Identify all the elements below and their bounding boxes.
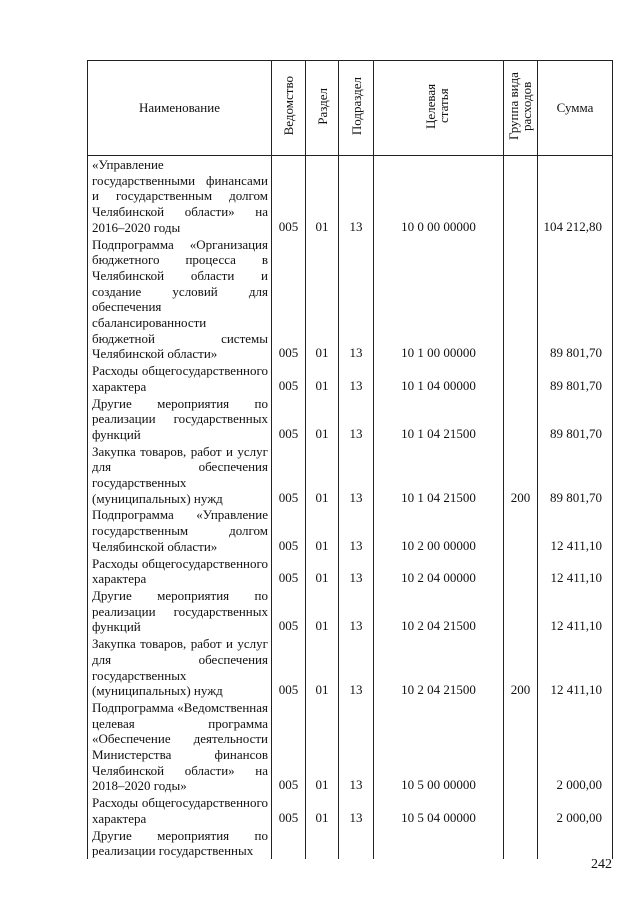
- row-razdel: 01: [306, 587, 339, 635]
- row-summa: [538, 827, 613, 859]
- budget-table: [87, 60, 613, 859]
- row-summa: 89 801,70: [538, 443, 613, 507]
- row-podrazdel: 13: [339, 395, 374, 443]
- row-celevaya: 10 1 04 21500: [374, 395, 504, 443]
- header-vedomstvo: Ведомство: [272, 61, 306, 156]
- row-summa: 89 801,70: [538, 395, 613, 443]
- row-podrazdel: [339, 827, 374, 859]
- header-summa: Сумма: [538, 61, 613, 156]
- row-name: Закупка товаров, работ и услуг для обеспечения государственных (муниципальных) нужд: [88, 635, 272, 699]
- row-celevaya: 10 5 00 00000: [374, 699, 504, 794]
- header-name: Наименование: [88, 61, 272, 156]
- row-razdel: 01: [306, 156, 339, 236]
- table-row: [88, 699, 613, 794]
- row-celevaya: 10 0 00 00000: [374, 156, 504, 236]
- table-row: [88, 156, 613, 236]
- table-row: [88, 827, 613, 859]
- row-summa: 104 212,80: [538, 156, 613, 236]
- table-header-row: [88, 61, 613, 156]
- row-celevaya: 10 1 04 00000: [374, 362, 504, 394]
- row-name: «Управление государственными финансами и государственным долгом Челябинской области» на 2016–2020 годы: [88, 156, 272, 236]
- row-podrazdel: 13: [339, 587, 374, 635]
- row-name: Закупка товаров, работ и услуг для обеспечения государственных (муниципальных) нужд: [88, 443, 272, 507]
- header-razdel: Раздел: [306, 61, 339, 156]
- row-razdel: 01: [306, 236, 339, 363]
- row-gruppa: 200: [504, 635, 538, 699]
- row-gruppa: [504, 827, 538, 859]
- row-name: Расходы общегосударственного характера: [88, 362, 272, 394]
- row-name: Подпрограмма «Ведомственная целевая программа «Обеспечение деятельности Министерства финансов Челябинской области» на 2018–2020 годы»: [88, 699, 272, 794]
- row-gruppa: 200: [504, 443, 538, 507]
- row-summa: 12 411,10: [538, 506, 613, 554]
- row-razdel: 01: [306, 555, 339, 587]
- table-row: [88, 236, 613, 363]
- table-row: [88, 395, 613, 443]
- table-row: [88, 506, 613, 554]
- row-podrazdel: 13: [339, 635, 374, 699]
- header-gruppa: Группа вида расходов: [504, 61, 538, 156]
- row-vedomstvo: 005: [272, 236, 306, 363]
- row-podrazdel: 13: [339, 555, 374, 587]
- row-podrazdel: 13: [339, 156, 374, 236]
- row-vedomstvo: 005: [272, 506, 306, 554]
- row-celevaya: 10 5 04 00000: [374, 794, 504, 826]
- table-row: [88, 587, 613, 635]
- row-name: Другие мероприятия по реализации государственных: [88, 827, 272, 859]
- row-celevaya: 10 1 00 00000: [374, 236, 504, 363]
- row-gruppa: [504, 555, 538, 587]
- row-podrazdel: 13: [339, 506, 374, 554]
- row-vedomstvo: 005: [272, 362, 306, 394]
- row-celevaya: 10 2 04 00000: [374, 555, 504, 587]
- row-razdel: 01: [306, 699, 339, 794]
- row-podrazdel: 13: [339, 699, 374, 794]
- row-gruppa: [504, 395, 538, 443]
- row-razdel: 01: [306, 794, 339, 826]
- table-row: [88, 443, 613, 507]
- row-podrazdel: 13: [339, 362, 374, 394]
- row-summa: 89 801,70: [538, 362, 613, 394]
- row-razdel: 01: [306, 506, 339, 554]
- row-vedomstvo: 005: [272, 555, 306, 587]
- row-name: Расходы общегосударственного характера: [88, 794, 272, 826]
- row-name: Подпрограмма «Организация бюджетного процесса в Челябинской области и создание условий для обеспечения сбалансированности бюджетной системы Челябинской области»: [88, 236, 272, 363]
- row-vedomstvo: 005: [272, 443, 306, 507]
- row-celevaya: 10 2 00 00000: [374, 506, 504, 554]
- row-razdel: [306, 827, 339, 859]
- table-row: [88, 635, 613, 699]
- table-row: [88, 555, 613, 587]
- row-vedomstvo: 005: [272, 699, 306, 794]
- row-gruppa: [504, 156, 538, 236]
- row-name: Расходы общегосударственного характера: [88, 555, 272, 587]
- row-summa: 2 000,00: [538, 699, 613, 794]
- row-podrazdel: 13: [339, 794, 374, 826]
- row-name: Другие мероприятия по реализации государственных функций: [88, 395, 272, 443]
- row-gruppa: [504, 362, 538, 394]
- row-vedomstvo: 005: [272, 635, 306, 699]
- row-summa: 12 411,10: [538, 635, 613, 699]
- row-gruppa: [504, 699, 538, 794]
- row-gruppa: [504, 587, 538, 635]
- row-razdel: 01: [306, 395, 339, 443]
- row-celevaya: 10 1 04 21500: [374, 443, 504, 507]
- row-summa: 89 801,70: [538, 236, 613, 363]
- table-row: [88, 362, 613, 394]
- header-podrazdel: Подраздел: [339, 61, 374, 156]
- row-vedomstvo: 005: [272, 156, 306, 236]
- row-vedomstvo: 005: [272, 794, 306, 826]
- row-razdel: 01: [306, 443, 339, 507]
- row-gruppa: [504, 506, 538, 554]
- row-vedomstvo: 005: [272, 587, 306, 635]
- row-name: Другие мероприятия по реализации государственных функций: [88, 587, 272, 635]
- header-celevaya: Целевая статья: [374, 61, 504, 156]
- row-celevaya: 10 2 04 21500: [374, 635, 504, 699]
- row-gruppa: [504, 794, 538, 826]
- row-celevaya: 10 2 04 21500: [374, 587, 504, 635]
- row-podrazdel: 13: [339, 443, 374, 507]
- page-number: 242: [591, 857, 612, 872]
- row-celevaya: [374, 827, 504, 859]
- row-vedomstvo: [272, 827, 306, 859]
- row-gruppa: [504, 236, 538, 363]
- row-summa: 2 000,00: [538, 794, 613, 826]
- row-razdel: 01: [306, 362, 339, 394]
- row-razdel: 01: [306, 635, 339, 699]
- row-name: Подпрограмма «Управление государственным долгом Челябинской области»: [88, 506, 272, 554]
- row-summa: 12 411,10: [538, 555, 613, 587]
- row-summa: 12 411,10: [538, 587, 613, 635]
- row-vedomstvo: 005: [272, 395, 306, 443]
- table-row: [88, 794, 613, 826]
- row-podrazdel: 13: [339, 236, 374, 363]
